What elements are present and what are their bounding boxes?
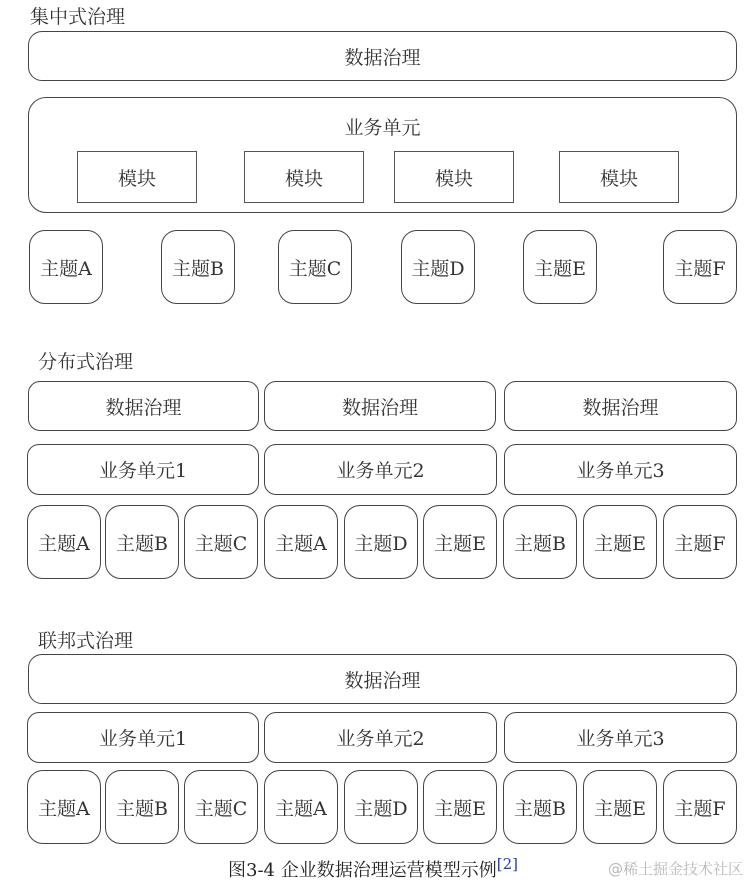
- topic-label: 主题E: [434, 797, 486, 820]
- topic-box: [264, 770, 338, 844]
- topic-label: 主题B: [172, 257, 224, 280]
- distributed-business-unit-box: [27, 444, 259, 495]
- topic-label: 主题A: [275, 797, 327, 820]
- topic-box: [503, 770, 577, 844]
- data-governance-label: 数据治理: [105, 396, 182, 419]
- module-label: 模块: [599, 167, 638, 190]
- topic-box: [344, 770, 418, 844]
- topic-box: [264, 505, 338, 579]
- topic-box: [184, 505, 258, 579]
- topic-label: 主题C: [194, 532, 248, 555]
- topic-label: 主题D: [354, 797, 408, 820]
- module-box: [394, 151, 514, 203]
- module-label: 模块: [284, 167, 323, 190]
- business-unit-label: 业务单元1: [98, 460, 188, 482]
- centralized-data-governance-box: [28, 31, 737, 81]
- data-governance-label: 数据治理: [344, 669, 421, 692]
- topic-box: [423, 770, 497, 844]
- topic-label: 主题F: [674, 532, 726, 555]
- topic-label: 主题D: [411, 257, 465, 280]
- topic-label: 主题B: [116, 797, 168, 820]
- federated-section-title: 联邦式治理: [38, 630, 134, 652]
- topic-label: 主题D: [354, 532, 408, 555]
- module-box: [77, 151, 197, 203]
- module-box: [559, 151, 679, 203]
- topic-box: [29, 230, 103, 304]
- distributed-data-governance-box: [264, 381, 496, 431]
- topic-box: [184, 770, 258, 844]
- topic-box: [663, 770, 737, 844]
- distributed-data-governance-box: [28, 381, 259, 431]
- federated-business-unit-box: [27, 712, 259, 763]
- topic-box: [523, 230, 597, 304]
- topic-label: 主题B: [514, 797, 566, 820]
- topic-label: 主题B: [514, 532, 566, 555]
- watermark: @稀土掘金技术社区: [608, 860, 744, 878]
- topic-box: [423, 505, 497, 579]
- topic-label: 主题E: [594, 532, 646, 555]
- centralized-data-governance-label: 数据治理: [344, 46, 421, 69]
- data-governance-label: 数据治理: [341, 396, 418, 419]
- figure-caption: [228, 855, 518, 882]
- topic-label: 主题E: [594, 797, 646, 820]
- topic-box: [27, 505, 101, 579]
- distributed-data-governance-box: [504, 381, 737, 431]
- federated-business-unit-box: [264, 712, 497, 763]
- module-label: 模块: [434, 167, 473, 190]
- topic-box: [105, 770, 179, 844]
- topic-label: 主题A: [38, 797, 90, 820]
- caption-text: 图3-4 企业数据治理运营模型示例: [228, 860, 497, 881]
- federated-business-unit-box: [504, 712, 737, 763]
- distributed-business-unit-box: [504, 444, 737, 495]
- topic-label: 主题B: [116, 532, 168, 555]
- distributed-business-unit-box: [264, 444, 497, 495]
- topic-box: [161, 230, 235, 304]
- topic-label: 主题A: [38, 532, 90, 555]
- topic-box: [27, 770, 101, 844]
- business-unit-label: 业务单元1: [98, 728, 188, 750]
- data-governance-label: 数据治理: [582, 396, 659, 419]
- topic-label: 主题C: [194, 797, 248, 820]
- topic-box: [401, 230, 475, 304]
- topic-box: [105, 505, 179, 579]
- topic-box: [503, 505, 577, 579]
- topic-label: 主题A: [275, 532, 327, 555]
- federated-data-governance-box: [28, 654, 737, 704]
- topic-label: 主题C: [288, 257, 342, 280]
- business-unit-label: 业务单元2: [336, 460, 425, 482]
- business-unit-label: 业务单元3: [576, 728, 665, 750]
- centralized-business-unit-label: 业务单元: [344, 117, 421, 139]
- module-label: 模块: [117, 167, 156, 190]
- topic-box: [583, 505, 657, 579]
- topic-label: 主题F: [674, 257, 726, 280]
- topic-box: [663, 230, 737, 304]
- business-unit-label: 业务单元2: [336, 728, 425, 750]
- topic-box: [663, 505, 737, 579]
- topic-box: [583, 770, 657, 844]
- topic-label: 主题A: [40, 257, 92, 280]
- topic-label: 主题E: [534, 257, 586, 280]
- topic-label: 主题E: [434, 532, 486, 555]
- topic-box: [344, 505, 418, 579]
- module-box: [244, 151, 364, 203]
- caption-reference-link[interactable]: [2]: [496, 855, 518, 873]
- centralized-section-title: 集中式治理: [30, 6, 126, 28]
- distributed-section-title: 分布式治理: [38, 351, 134, 373]
- topic-label: 主题F: [674, 797, 726, 820]
- business-unit-label: 业务单元3: [576, 460, 665, 482]
- topic-box: [278, 230, 352, 304]
